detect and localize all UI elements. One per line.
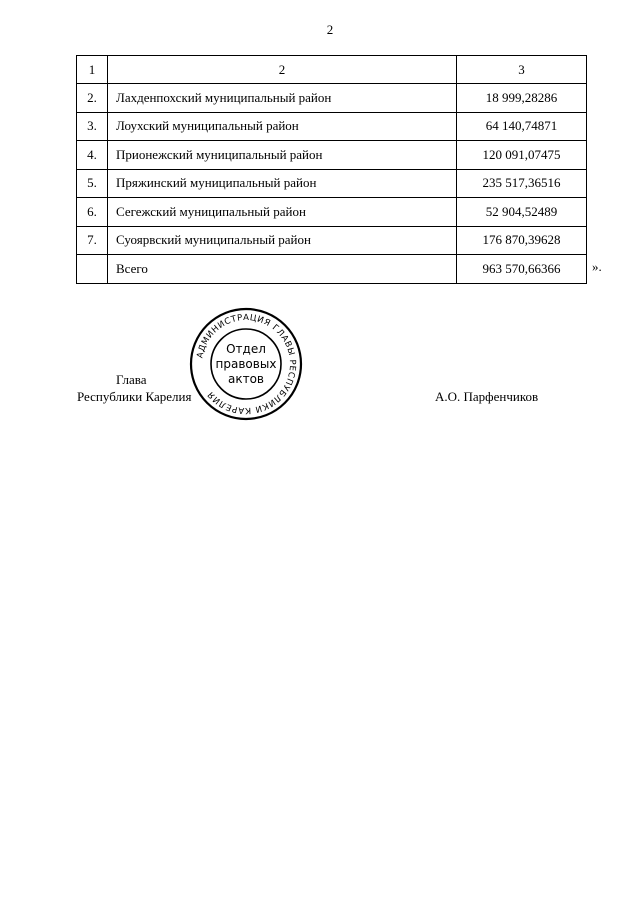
row-number: 3. [77,112,108,141]
amount: 235 517,36516 [457,169,587,198]
table-row [77,84,587,113]
district-name: Суоярвский муниципальный район [108,226,457,255]
district-name: Сегежский муниципальный район [108,198,457,227]
table-header-row [77,56,587,84]
row-number: 7. [77,226,108,255]
district-name: Прионежский муниципальный район [108,141,457,170]
amount: 64 140,74871 [457,112,587,141]
amount: 176 870,39628 [457,226,587,255]
district-name: Лоухский муниципальный район [108,112,457,141]
district-name: Лахденпохский муниципальный район [108,84,457,113]
table-row [77,169,587,198]
row-number: 5. [77,169,108,198]
header-col-1: 1 [77,56,108,84]
table-row [77,198,587,227]
total-label: Всего [108,255,457,284]
stamp-line-1: Отдел [226,342,266,356]
stamp-line-3: актов [227,372,265,386]
amount: 52 904,52489 [457,198,587,227]
row-number: 4. [77,141,108,170]
row-number [77,255,108,284]
data-table [76,55,587,284]
signature-name: А.О. Парфенчиков [435,389,539,404]
stamp-ring-text: АДМИНИСТРАЦИЯ ГЛАВЫ РЕСПУБЛИКИ КАРЕЛИЯ [195,312,298,416]
amount: 18 999,28286 [457,84,587,113]
closing-quote: ». [592,259,602,274]
table-row [77,226,587,255]
district-name: Пряжинский муниципальный район [108,169,457,198]
stamp-line-2: правовых [215,357,277,371]
signature-organization: Республики Карелия [77,389,192,404]
signature-title: Глава [116,372,147,387]
total-amount: 963 570,66366 [457,255,587,284]
header-col-3: 3 [457,56,587,84]
row-number: 2. [77,84,108,113]
row-number: 6. [77,198,108,227]
amount: 120 091,07475 [457,141,587,170]
table-row [77,112,587,141]
page-number: 2 [326,22,334,37]
header-col-2: 2 [108,56,457,84]
stamp-seal [187,305,305,423]
table-row [77,141,587,170]
table-total-row [77,255,587,284]
